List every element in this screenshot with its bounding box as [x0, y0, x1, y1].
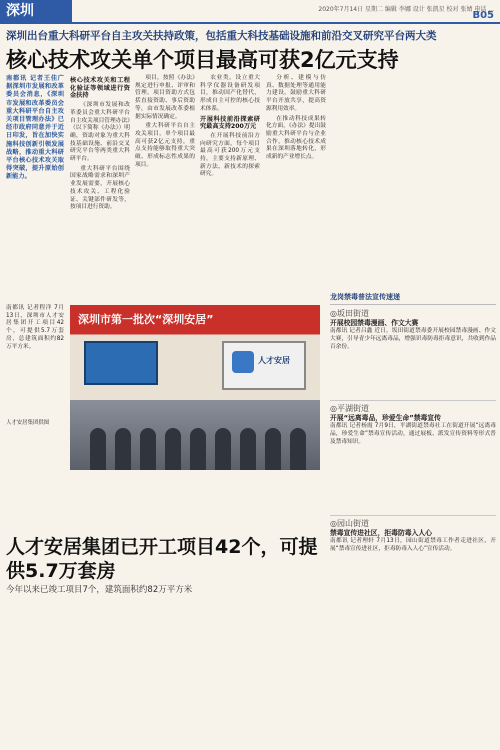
logo-icon [232, 351, 254, 373]
article-column-4 [200, 75, 260, 181]
briefs-section-title: 龙岗禁毒普法宣传速递 [330, 292, 496, 305]
display-screen-right [222, 341, 306, 390]
screen-text: 人才安居 [258, 356, 290, 365]
paragraph: 分析、建模与仿真、数据处理等通用能力建设，鼓励重大科研平台开放共享，提高资源利用效率。 [266, 75, 326, 112]
second-headline: 人才安居集团已开工项目42个，可提供5.7万套房 [6, 536, 318, 582]
brief-body: 南都讯 记者理轩 7月13日，园山街道禁毒工作者走进社区，开展“禁毒宣传进社区，拒毒防毒入人心”宣传活动。 [330, 538, 496, 553]
brief-divider [330, 515, 496, 516]
brief-kicker: ◎平湖街道 [330, 404, 369, 413]
brief-divider [330, 400, 496, 401]
headline-small: 深圳出台重大科研平台自主攻关扶持政策，包括重大科技基础设施和前沿交叉研究平台两大类 [6, 30, 437, 42]
person-shape [240, 428, 256, 470]
brief-body: 南都讯 记者杨霞 7月9日，平湖街道禁毒社工在街道开展“远离毒品，珍爱生命”禁毒宣传活动，通过展板、派发宣传资料等形式普及禁毒知识。 [330, 423, 496, 445]
brief-title: 开展校园禁毒漫画、作文大赛 [330, 318, 419, 327]
photo-caption: 南都讯 记者程洋 7月13日，深圳市人才安居集团开工项目42个，可提供5.7万套房，总建筑面积约82万平方米。 [6, 305, 64, 350]
page-header [0, 0, 500, 22]
brief-kicker: ◎园山街道 [330, 519, 369, 528]
header-rule [0, 22, 500, 24]
person-shape [165, 428, 181, 470]
display-screen-left [84, 341, 158, 385]
brief-item [330, 405, 496, 447]
paragraph: 《深圳市发展和改革委员会重大科研平台自主攻关项目管理办法》（以下简称《办法》）明确，资助对象为重大科技基础设施、前沿交叉研究平台等两类重大科研平台。 [70, 102, 130, 163]
paragraph: 重大科研平台自主攻关项目，单个项目最高可获2亿元支持，重点支持能够取得重大突破、形成标志性成果的项目。 [135, 123, 195, 168]
brief-body: 南都讯 记者吕鑫 近日，坂田街道禁毒委开展校园禁毒漫画、作文大赛，引导青少年远离毒品，增强识毒防毒拒毒意识，共收到作品百余份。 [330, 328, 496, 350]
person-shape [140, 428, 156, 470]
brief-title: 禁毒宣传进社区，拒毒防毒入人心 [330, 528, 432, 537]
brief-item [330, 520, 496, 554]
person-shape [90, 428, 106, 470]
second-subheadline: 今年以来已竣工项目7个，建筑面积约82万平方米 [6, 585, 193, 595]
section-tag: 深圳 [0, 0, 72, 22]
subhead-2: 开展科技前沿探索研究最高支持200万元 [200, 115, 260, 131]
headline-big: 核心技术攻关单个项目最高可获2亿元支持 [6, 48, 399, 72]
person-shape [215, 428, 231, 470]
paragraph: 项目，按照《办法》规定进行申报、评审和管理。项目资助方式包括直接资助、事后资助等，由市发展改革委根据实际情况确定。 [135, 75, 195, 120]
news-photo [70, 305, 320, 470]
paragraph: 在推动科技成果转化方面，《办法》提出鼓励重大科研平台与企业合作，推动核心技术成果在深圳落地转化，形成新的产业增长点。 [266, 115, 326, 161]
article-column-3 [135, 75, 195, 171]
brief-item [330, 310, 496, 352]
crowd-shape [70, 400, 320, 470]
brief-kicker: ◎坂田街道 [330, 309, 369, 318]
person-shape [115, 428, 131, 470]
lead-paragraph: 南都讯 记者王佳广 据深圳市发展和改革委员会消息，《深圳市发展和改革委员会重大科研平台自主攻关项目管理办法》已经市政府同意并于近日印发，旨在加快实施科技创新引领发展战略，推动重大科研平台核心技术攻关取得突破，提升原始创新能力。 [6, 75, 64, 181]
photo-banner: 深圳市第一批次“深圳安居” [78, 313, 214, 326]
person-shape [265, 428, 281, 470]
article-column-2 [70, 75, 130, 214]
paragraph: 在开展科技前沿方向研究方面，每个项目最高可获200万元支持，主要支持新原理、新方法、新技术的探索研究。 [200, 132, 260, 178]
page-number: B05 [472, 10, 494, 21]
person-shape [190, 428, 206, 470]
brief-title: 开展“远离毒品，珍爱生命”禁毒宣传 [330, 413, 441, 422]
article-column-5 [266, 75, 326, 164]
subhead-1: 核心技术攻关和工程化验证等领域进行资金扶持 [70, 77, 130, 100]
paragraph: 农业类，设立重大科学仪器设备研发项目，推动国产化替代，形成自主可控的核心技术体系。 [200, 75, 260, 112]
paragraph: 重大科研平台围绕国家战略需求和深圳产业发展需要，开展核心技术攻关、工程化验证、关键部件研发等，按项目进行资助。 [70, 165, 130, 211]
lead-column [6, 75, 64, 182]
photo-credit: 人才安居集团供图 [6, 420, 50, 426]
person-shape [290, 428, 306, 470]
page-meta: 2020年7月14日 星期二 编辑 李娜 设计 张凯星 校对 张婧 电话 ... [318, 6, 494, 13]
